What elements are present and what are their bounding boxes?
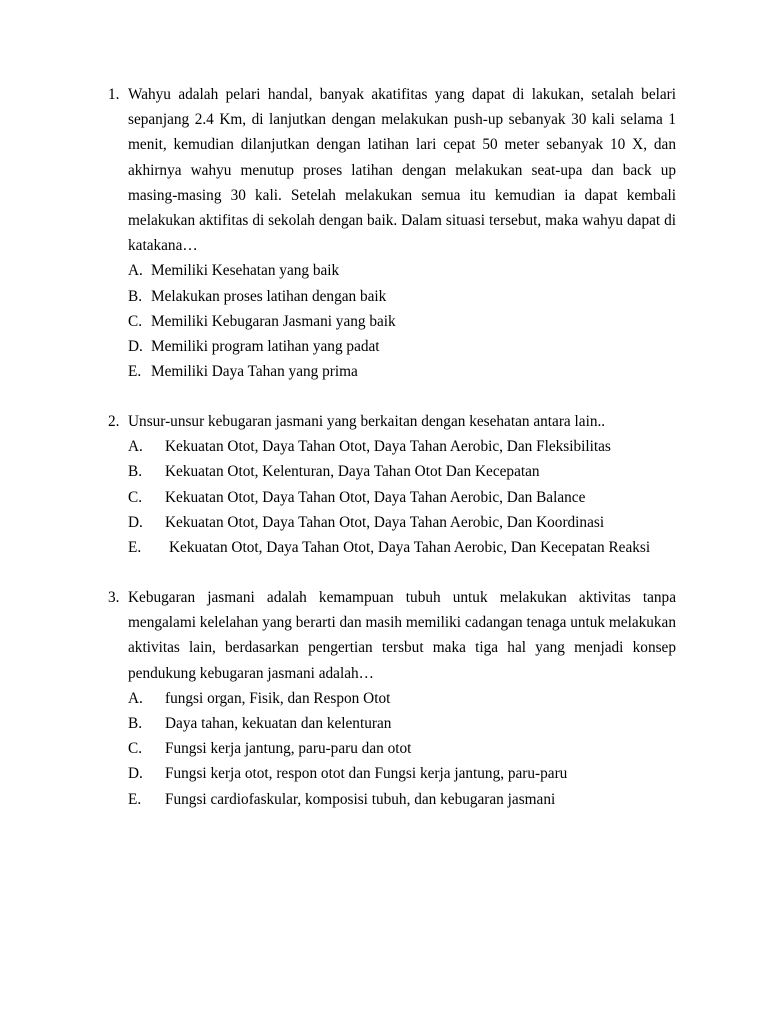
question-text: Unsur-unsur kebugaran jasmani yang berkaitan dengan kesehatan antara lain.. (128, 413, 606, 430)
option-letter: E. (128, 363, 142, 381)
option-letter: E. (128, 538, 142, 556)
option-text: Fungsi cardiofaskular, komposisi tubuh, dan kebugaran jasmani (165, 790, 556, 808)
option-c (108, 309, 676, 334)
option-text: Kekuatan Otot, Kelenturan, Daya Tahan Otot Dan Kecepatan (165, 463, 540, 481)
question-text: Wahyu adalah pelari handal, banyak akatifitas yang dapat di lakukan, setalah belari sepanjang 2.4 Km, di lanjutkan dengan melakukan push-up sebanyak 30 kali selama 1 menit, kemudian dilanjutkan dengan latihan lari cepat 50 meter sebanyak 10 X, dan akhirnya wahyu menutup proses latihan dengan melakukan seat-upa dan back up masing-masing 30 kali. Setelah melakukan semua itu kemudian ia dapat kembali melakukan aktifitas di sekolah dengan baik. Dalam situasi tersebut, maka wahyu dapat di katakana… (128, 86, 676, 255)
option-a (108, 686, 676, 711)
option-letter: D. (128, 513, 143, 531)
option-text: Kekuatan Otot, Daya Tahan Otot, Daya Tahan Aerobic, Dan Fleksibilitas (165, 438, 611, 456)
option-letter: B. (128, 715, 143, 732)
option-text: Daya tahan, kekuatan dan kelenturan (165, 715, 392, 732)
option-letter: C. (128, 312, 143, 330)
option-a (108, 434, 676, 459)
option-b (108, 711, 676, 736)
option-letter: B. (128, 287, 143, 305)
option-letter: D. (128, 765, 143, 783)
option-text: Fungsi kerja otot, respon otot dan Fungsi kerja jantung, paru-paru (165, 765, 568, 783)
question-stem (108, 82, 676, 258)
question-1 (108, 82, 676, 384)
option-letter: D. (128, 337, 143, 355)
option-c (108, 736, 676, 761)
option-e (108, 359, 676, 384)
option-c (108, 485, 676, 510)
option-d (108, 761, 676, 786)
option-letter: B. (128, 463, 143, 481)
option-list (108, 434, 676, 560)
question-number: 2. (108, 413, 120, 430)
option-letter: C. (128, 488, 143, 506)
option-d (108, 334, 676, 359)
option-letter: E. (128, 790, 142, 808)
option-d (108, 510, 676, 535)
option-a (108, 258, 676, 283)
option-text: Fungsi kerja jantung, paru-paru dan otot (165, 740, 412, 758)
option-text: fungsi organ, Fisik, dan Respon Otot (165, 689, 391, 707)
question-number: 3. (108, 589, 120, 606)
option-text: Kekuatan Otot, Daya Tahan Otot, Daya Tahan Aerobic, Dan Balance (165, 488, 586, 506)
option-letter: A. (128, 438, 143, 456)
option-text: Memiliki program latihan yang padat (151, 337, 380, 355)
option-text: Kekuatan Otot, Daya Tahan Otot, Daya Tahan Aerobic, Dan Kecepatan Reaksi (169, 538, 651, 556)
question-number: 1. (108, 86, 120, 103)
option-letter: A. (128, 262, 143, 280)
option-b (108, 284, 676, 309)
option-text: Melakukan proses latihan dengan baik (151, 287, 387, 305)
option-e (108, 535, 676, 560)
option-letter: A. (128, 689, 143, 707)
option-text: Memiliki Kesehatan yang baik (151, 262, 340, 280)
option-text: Kekuatan Otot, Daya Tahan Otot, Daya Tahan Aerobic, Dan Koordinasi (165, 513, 605, 531)
option-list (108, 258, 676, 384)
question-3 (108, 585, 676, 812)
option-e (108, 787, 676, 812)
option-text: Memiliki Kebugaran Jasmani yang baik (151, 312, 396, 330)
option-letter: C. (128, 740, 143, 758)
option-b (108, 459, 676, 484)
question-2 (108, 409, 676, 560)
question-stem (108, 585, 676, 686)
option-list (108, 686, 676, 812)
question-text: Kebugaran jasmani adalah kemampuan tubuh untuk melakukan aktivitas tanpa mengalami kelelahan yang berarti dan masih memiliki cadangan tenaga untuk melakukan aktivitas lain, berdasarkan pengertian tersbut maka tiga hal yang menjadi konsep pendukung kebugaran jasmani adalah… (128, 589, 676, 682)
option-text: Memiliki Daya Tahan yang prima (151, 363, 358, 381)
question-stem (108, 409, 676, 434)
